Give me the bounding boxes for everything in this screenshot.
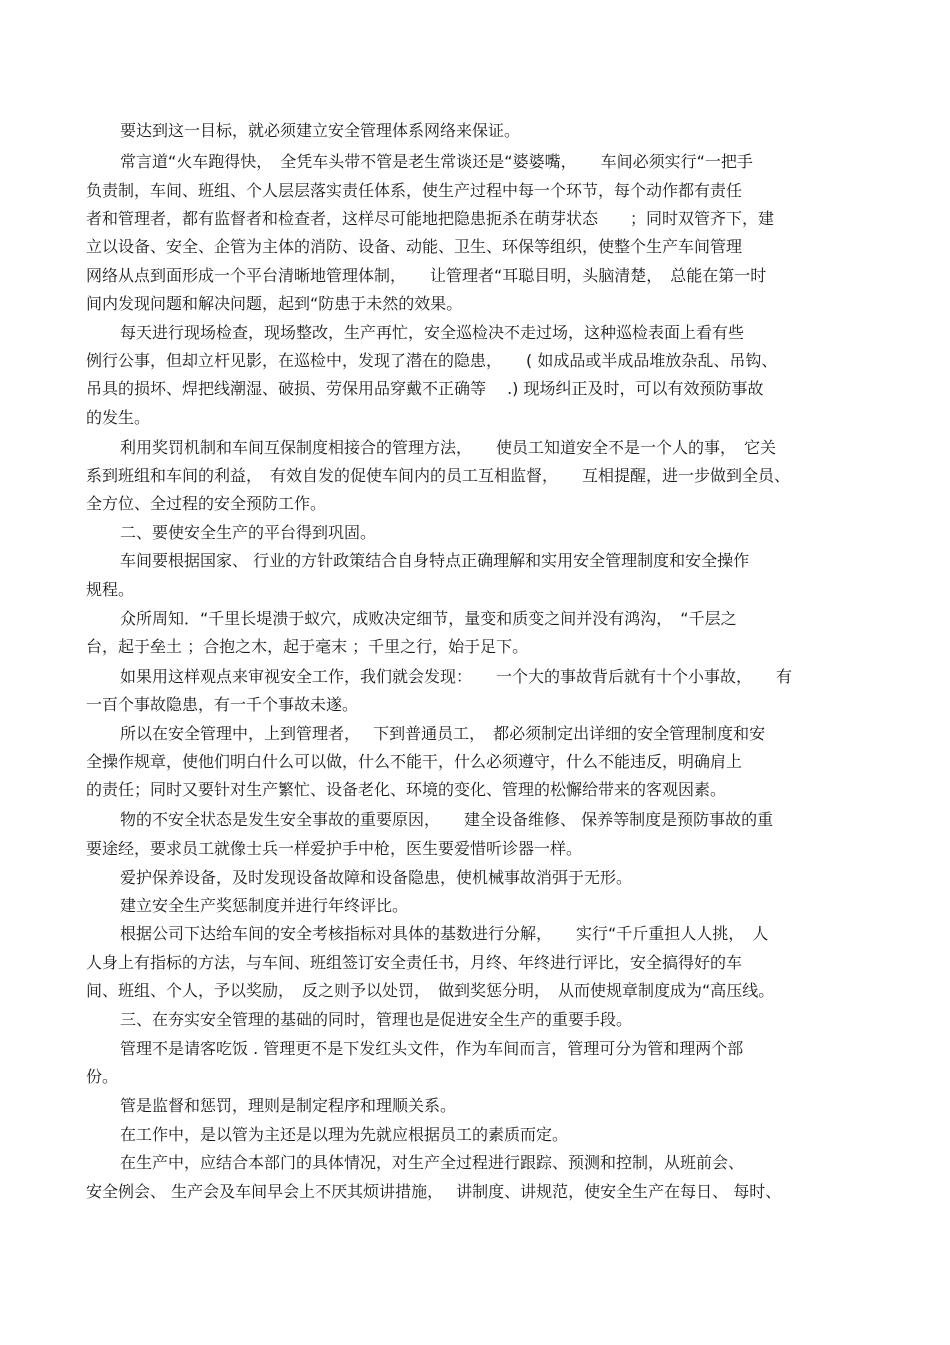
text-line: 者和管理者，都有监督者和检查者，这样尽可能地把隐患扼杀在萌芽状态 ；同时双管齐下，建 [86, 209, 775, 228]
text-line: 全操作规章，使他们明白什么可以做，什么不能干，什么必须遵守，什么不能违反，明确肩上 [86, 752, 743, 771]
text-line: 全方位、全过程的安全预防工作。 [86, 494, 327, 513]
text-line: 立以设备、安全、企管为主体的消防、设备、动能、卫生、环保等组织，使整个生产车间管理 [86, 237, 743, 256]
text-line: 三、在夯实安全管理的基础的同时，管理也是促进安全生产的重要手段。 [120, 1010, 633, 1029]
text-line: 管理不是请客吃饭 . 管理更不是下发红头文件，作为车间而言，管理可分为管和理两个部 [120, 1039, 744, 1058]
text-line: 管是监督和惩罚，理则是制定程序和理顺关系。 [120, 1096, 457, 1115]
text-line: 网络从点到面形成一个平台清晰地管理体制， 让管理者“耳聪目明，头脑清楚， 总能在第一时 [86, 266, 767, 285]
text-line: 众所周知．“千里长堤溃于蚁穴，成败决定细节，量变和质变之间并没有鸿沟， “千层之 [120, 609, 737, 628]
text-line: 吊具的损坏、焊把线潮湿、破损、劳保用品穿戴不正确等 .) 现场纠正及时，可以有效预防事故 [86, 379, 764, 398]
text-line: 要达到这一目标，就必须建立安全管理体系网络来保证。 [120, 121, 521, 140]
text-line: 要途经，要求员工就像士兵一样爱护手中枪，医生要爱惜听诊器一样。 [86, 839, 583, 858]
text-line: 安全例会、 生产会及车间早会上不厌其烦讲措施， 讲制度、讲规范，使安全生产在每日、 每时、 [86, 1182, 782, 1201]
text-line: 在生产中，应结合本部门的具体情况，对生产全过程进行跟踪、预测和控制，从班前会、 [120, 1153, 745, 1172]
text-line: 的发生。 [86, 408, 151, 427]
text-line: 例行公事，但却立杆见影，在巡检中，发现了潜在的隐患， ( 如成品或半成品堆放杂乱、吊钩、 [86, 351, 778, 370]
text-line: 人身上有指标的方法，与车间、班组签订安全责任书，月终、年终进行评比，安全搞得好的车 [86, 953, 743, 972]
text-line: 间、班组、个人，予以奖励， 反之则予以处罚， 做到奖惩分明， 从而使规章制度成为“高压线。 [86, 981, 775, 1000]
text-line: 台，起于垒土 ；合抱之木，起于毫末 ；千里之行，始于足下。 [86, 637, 529, 656]
text-line: 二、要使安全生产的平台得到巩固。 [120, 523, 377, 542]
text-line: 如果用这样观点来审视安全工作，我们就会发现： 一个大的事故背后就有十个小事故， 有 [120, 667, 793, 686]
text-line: 爱护保养设备，及时发现设备故障和设备隐患，使机械事故消弭于无形。 [120, 868, 633, 887]
text-line: 系到班组和车间的利益， 有效自发的促使车间内的员工互相监督， 互相提醒，进一步做到全员、 [86, 466, 791, 485]
text-line: 一百个事故隐患，有一千个事故未遂。 [86, 695, 359, 714]
text-line: 常言道“火车跑得快， 全凭车头带不管是老生常谈还是“婆婆嘴， 车间必须实行“一把手 [120, 152, 753, 171]
text-line: 在工作中，是以管为主还是以理为先就应根据员工的素质而定。 [120, 1125, 569, 1144]
text-line: 物的不安全状态是发生安全事故的重要原因， 建全设备维修、 保养等制度是预防事故的重 [120, 810, 774, 829]
text-line: 规程。 [86, 580, 135, 599]
text-line: 的责任；同时又要针对生产繁忙、设备老化、环境的变化、管理的松懈给带来的客观因素。 [86, 780, 727, 799]
text-line: 利用奖罚机制和车间互保制度相接合的管理方法， 使员工知道安全不是一个人的事， 它关 [120, 438, 777, 457]
text-line: 车间要根据国家、 行业的方针政策结合自身特点正确理解和实用安全管理制度和安全操作 [120, 551, 750, 570]
text-line: 每天进行现场检查，现场整改，生产再忙，安全巡检决不走过场，这种巡检表面上看有些 [120, 323, 745, 342]
text-line: 负责制，车间、班组、个人层层落实责任体系，使生产过程中每一个环节，每个动作都有责任 [86, 181, 743, 200]
text-line: 建立安全生产奖惩制度并进行年终评比。 [120, 896, 409, 915]
text-line: 间内发现问题和解决问题，起到“防患于未然的效果。 [86, 294, 463, 313]
text-line: 所以在安全管理中，上到管理者， 下到普通员工， 都必须制定出详细的安全管理制度和安 [120, 724, 766, 743]
text-line: 份。 [86, 1067, 119, 1086]
text-line: 根据公司下达给车间的安全考核指标对具体的基数进行分解， 实行“千斤重担人人挑， 人 [120, 924, 769, 943]
